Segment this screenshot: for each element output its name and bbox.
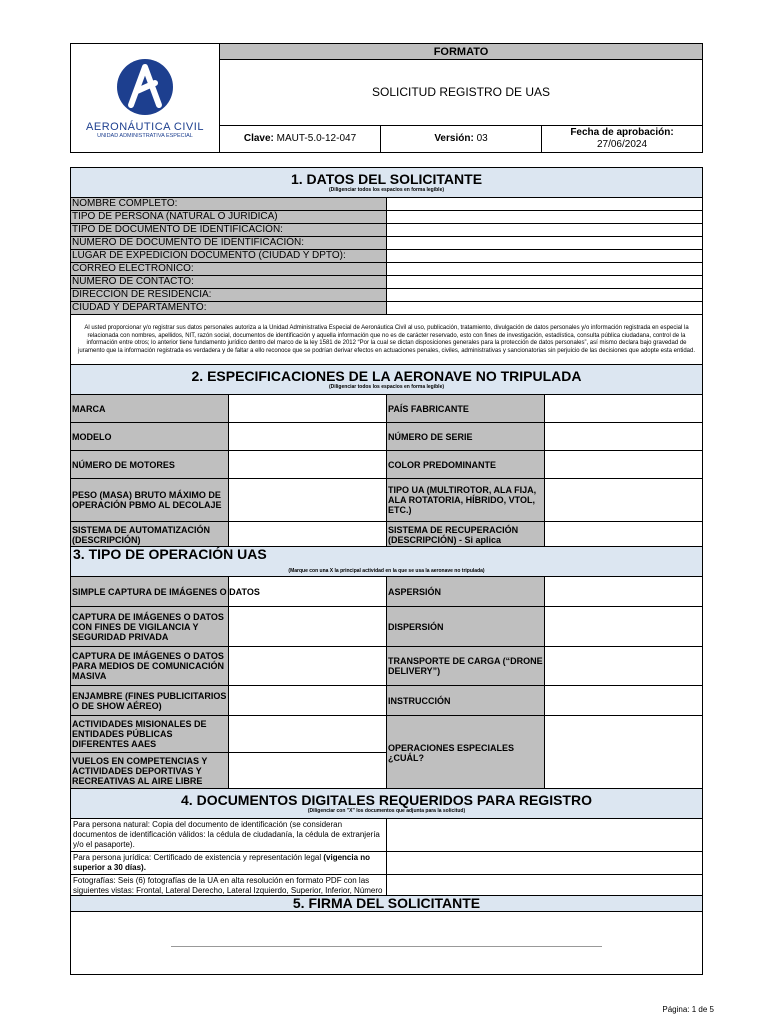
- document-title: SOLICITUD REGISTRO DE UAS: [220, 60, 703, 126]
- operation-label: CAPTURA DE IMÁGENES O DATOS CON FINES DE VIGILANCIA Y SEGURIDAD PRIVADA: [71, 607, 229, 647]
- section-3-title: 3. TIPO DE OPERACIÓN UAS: [73, 546, 267, 562]
- section-4-title: 4. DOCUMENTOS DIGITALES REQUERIDOS PARA REGISTRO: [181, 792, 592, 808]
- fecha-label: Fecha de aprobación:: [570, 126, 674, 138]
- direccion-residencia-input[interactable]: [387, 289, 703, 302]
- section-documentos-digitales: [70, 788, 703, 908]
- captura-vigilancia-checkbox[interactable]: [229, 607, 387, 647]
- numero-serie-input[interactable]: [545, 423, 703, 451]
- section-5-header: [71, 896, 703, 912]
- lugar-expedicion-input[interactable]: [387, 250, 703, 263]
- section-3-subtitle: (Marque con una X la principal actividad en la que se usa la aeronave no tripulada): [288, 568, 485, 574]
- section-datos-solicitante: [70, 167, 703, 366]
- section-2-title: 2. ESPECIFICACIONES DE LA AERONAVE NO TRIPULADA: [191, 368, 582, 384]
- operation-label: DISPERSIÓN: [387, 607, 545, 647]
- operation-label: INSTRUCCIÓN: [387, 686, 545, 716]
- vuelos-competencias-checkbox[interactable]: [229, 753, 387, 790]
- logo-subtitle: UNIDAD ADMINISTRATIVA ESPECIAL: [97, 133, 193, 139]
- logo-cell: [71, 44, 220, 153]
- operation-label: ACTIVIDADES MISIONALES DE ENTIDADES PÚBLICAS DIFERENTES AAES: [71, 716, 229, 753]
- spec-label: PESO (MASA) BRUTO MÁXIMO DE OPERACIÓN PBMO AL DECOLAJE: [71, 479, 229, 522]
- operaciones-especiales-input[interactable]: [545, 716, 703, 790]
- field-label: LUGAR DE EXPEDICIÓN DOCUMENTO (CIUDAD Y DPTO):: [71, 250, 387, 263]
- section-1-subtitle: (Diligenciar todos los espacios en forma legible): [328, 187, 445, 193]
- logo-name: AERONÁUTICA CIVIL: [86, 121, 204, 133]
- section-especificaciones-aeronave: [70, 364, 703, 548]
- field-label: NOMBRE COMPLETO:: [71, 198, 387, 211]
- spec-label: MARCA: [71, 395, 229, 423]
- spec-label: TIPO UA (MULTIROTOR, ALA FIJA, ALA ROTATORIA, HÍBRIDO, VTOL, ETC.): [387, 479, 545, 522]
- doc-natural-label: Para persona natural: Copia del documento de identificación (se consideran documentos de identificación válidos: la cédula de ciudadanía, la cédula de extranjería y/o el pasaporte).: [71, 819, 387, 852]
- instruccion-checkbox[interactable]: [545, 686, 703, 716]
- spec-label: PAÍS FABRICANTE: [387, 395, 545, 423]
- signature-line: [171, 946, 602, 947]
- sistema-recuperacion-input[interactable]: [545, 522, 703, 548]
- aspersion-checkbox[interactable]: [545, 577, 703, 607]
- spec-label: SISTEMA DE AUTOMATIZACIÓN (DESCRIPCIÓN): [71, 522, 229, 548]
- operation-label: CAPTURA DE IMÁGENES O DATOS PARA MEDIOS DE COMUNICACIÓN MASIVA: [71, 647, 229, 686]
- doc-juridica-cell: [71, 852, 387, 875]
- privacy-notice: Al usted proporcionar y/o registrar sus datos personales autoriza a la Unidad Administrativa Especial de Aeronáutica Civil al uso, publicación, tratamiento, divulgación de datos personales y/o información registrada en especial la relacionada con nombres, apellidos, NIT, razón social, documentos de identificación y aquella información que no es de carácter reservado, esto con fines de investigación, estadística, consulta pública ciudadana, control de la información entre otros; lo anterior tiene fundamento jurídico dentro del marco de la ley 1581 de 2012 “Por la cual se dictan disposiciones generales para la protección de datos personales”, así mismo declara bajo gravedad de juramento que la información registrada es verdadera y de faltar a ello reconoce que se podrían derivar efectos en actuaciones penales, civiles, administrativas y sancionatorias sin perjuicio de las decisiones que adopte esta entidad.: [71, 315, 703, 366]
- spec-label: MODELO: [71, 423, 229, 451]
- signature-area[interactable]: [71, 912, 703, 975]
- clave-label: Clave:: [243, 133, 274, 145]
- version-label: Versión:: [434, 133, 474, 145]
- correo-electronico-input[interactable]: [387, 263, 703, 276]
- section-2-subtitle: (Diligenciar todos los espacios en forma legible): [328, 384, 445, 390]
- ciudad-departamento-input[interactable]: [387, 302, 703, 315]
- peso-bruto-input[interactable]: [229, 479, 387, 522]
- document-header: [70, 43, 703, 153]
- numero-motores-input[interactable]: [229, 451, 387, 479]
- doc-fotografias-label: Fotografías: Seis (6) fotografías de la UA en alta resolución en formato PDF con las siguientes vistas: Frontal, Lateral Derecho, Lateral Izquierdo, Superior, Inferior, Número: [71, 875, 387, 908]
- sistema-automatizacion-input[interactable]: [229, 522, 387, 548]
- field-label: NÚMERO DE CONTACTO:: [71, 276, 387, 289]
- nombre-completo-input[interactable]: [387, 198, 703, 211]
- spec-label: NÚMERO DE SERIE: [387, 423, 545, 451]
- version-cell: [381, 125, 542, 152]
- section-2-header: [71, 365, 703, 395]
- spec-label: COLOR PREDOMINANTE: [387, 451, 545, 479]
- enjambre-checkbox[interactable]: [229, 686, 387, 716]
- operation-label: SIMPLE CAPTURA DE IMÁGENES O DATOS: [71, 577, 229, 607]
- section-4-header: [71, 789, 703, 819]
- transporte-carga-checkbox[interactable]: [545, 647, 703, 686]
- color-predominante-input[interactable]: [545, 451, 703, 479]
- operation-label: TRANSPORTE DE CARGA (“DRONE DELIVERY”): [387, 647, 545, 686]
- dispersion-checkbox[interactable]: [545, 607, 703, 647]
- section-4-subtitle: (Diligenciar con "X" los documentos que adjunta para la solicitud): [307, 808, 466, 814]
- doc-juridica-vigencia: (vigencia no superior a 30 días).: [73, 853, 371, 872]
- pais-fabricante-input[interactable]: [545, 395, 703, 423]
- clave-value: MAUT-5.0-12-047: [276, 133, 357, 145]
- numero-documento-input[interactable]: [387, 237, 703, 250]
- field-label: NÚMERO DE DOCUMENTO DE IDENTIFICACIÓN:: [71, 237, 387, 250]
- spec-label: SISTEMA DE RECUPERACIÓN (DESCRIPCIÓN) - Si aplica: [387, 522, 545, 548]
- captura-medios-checkbox[interactable]: [229, 647, 387, 686]
- numero-contacto-input[interactable]: [387, 276, 703, 289]
- section-1-title: 1. DATOS DEL SOLICITANTE: [290, 171, 483, 187]
- tipo-documento-input[interactable]: [387, 224, 703, 237]
- clave-cell: [220, 125, 381, 152]
- section-5-title: 5. FIRMA DEL SOLICITANTE: [292, 895, 481, 911]
- aerocivil-logo-icon: [115, 57, 175, 117]
- fecha-cell: [542, 125, 703, 152]
- operation-label: VUELOS EN COMPETENCIAS Y ACTIVIDADES DEPORTIVAS Y RECREATIVAS AL AIRE LIBRE: [71, 753, 229, 790]
- operation-label: ASPERSIÓN: [387, 577, 545, 607]
- version-value: 03: [476, 133, 488, 145]
- field-label: CIUDAD Y DEPARTAMENTO:: [71, 302, 387, 315]
- field-label: CORREO ELECTRÓNICO:: [71, 263, 387, 276]
- doc-juridica-checkbox[interactable]: [387, 852, 703, 875]
- marca-input[interactable]: [229, 395, 387, 423]
- page-number: Página: 1 de 5: [662, 1005, 714, 1014]
- section-1-header: [71, 168, 703, 198]
- section-tipo-operacion: [70, 546, 703, 790]
- operation-label: OPERACIONES ESPECIALES ¿CUÁL?: [387, 716, 545, 790]
- actividades-misionales-checkbox[interactable]: [229, 716, 387, 753]
- section-3-header: [71, 547, 703, 577]
- field-label: TIPO DE PERSONA (NATURAL O JURÍDICA): [71, 211, 387, 224]
- tipo-ua-input[interactable]: [545, 479, 703, 522]
- tipo-persona-input[interactable]: [387, 211, 703, 224]
- modelo-input[interactable]: [229, 423, 387, 451]
- field-label: DIRECCIÓN DE RESIDENCIA:: [71, 289, 387, 302]
- fecha-value: 27/06/2024: [596, 138, 648, 150]
- doc-natural-checkbox[interactable]: [387, 819, 703, 852]
- field-label: TIPO DE DOCUMENTO DE IDENTIFICACIÓN:: [71, 224, 387, 237]
- operation-label: ENJAMBRE (FINES PUBLICITARIOS O DE SHOW AÉREO): [71, 686, 229, 716]
- doc-juridica-label: Para persona jurídica: Certificado de existencia y representación legal: [73, 853, 324, 862]
- spec-label: NÚMERO DE MOTORES: [71, 451, 229, 479]
- section-firma-solicitante: [70, 895, 703, 975]
- formato-label: FORMATO: [220, 44, 703, 60]
